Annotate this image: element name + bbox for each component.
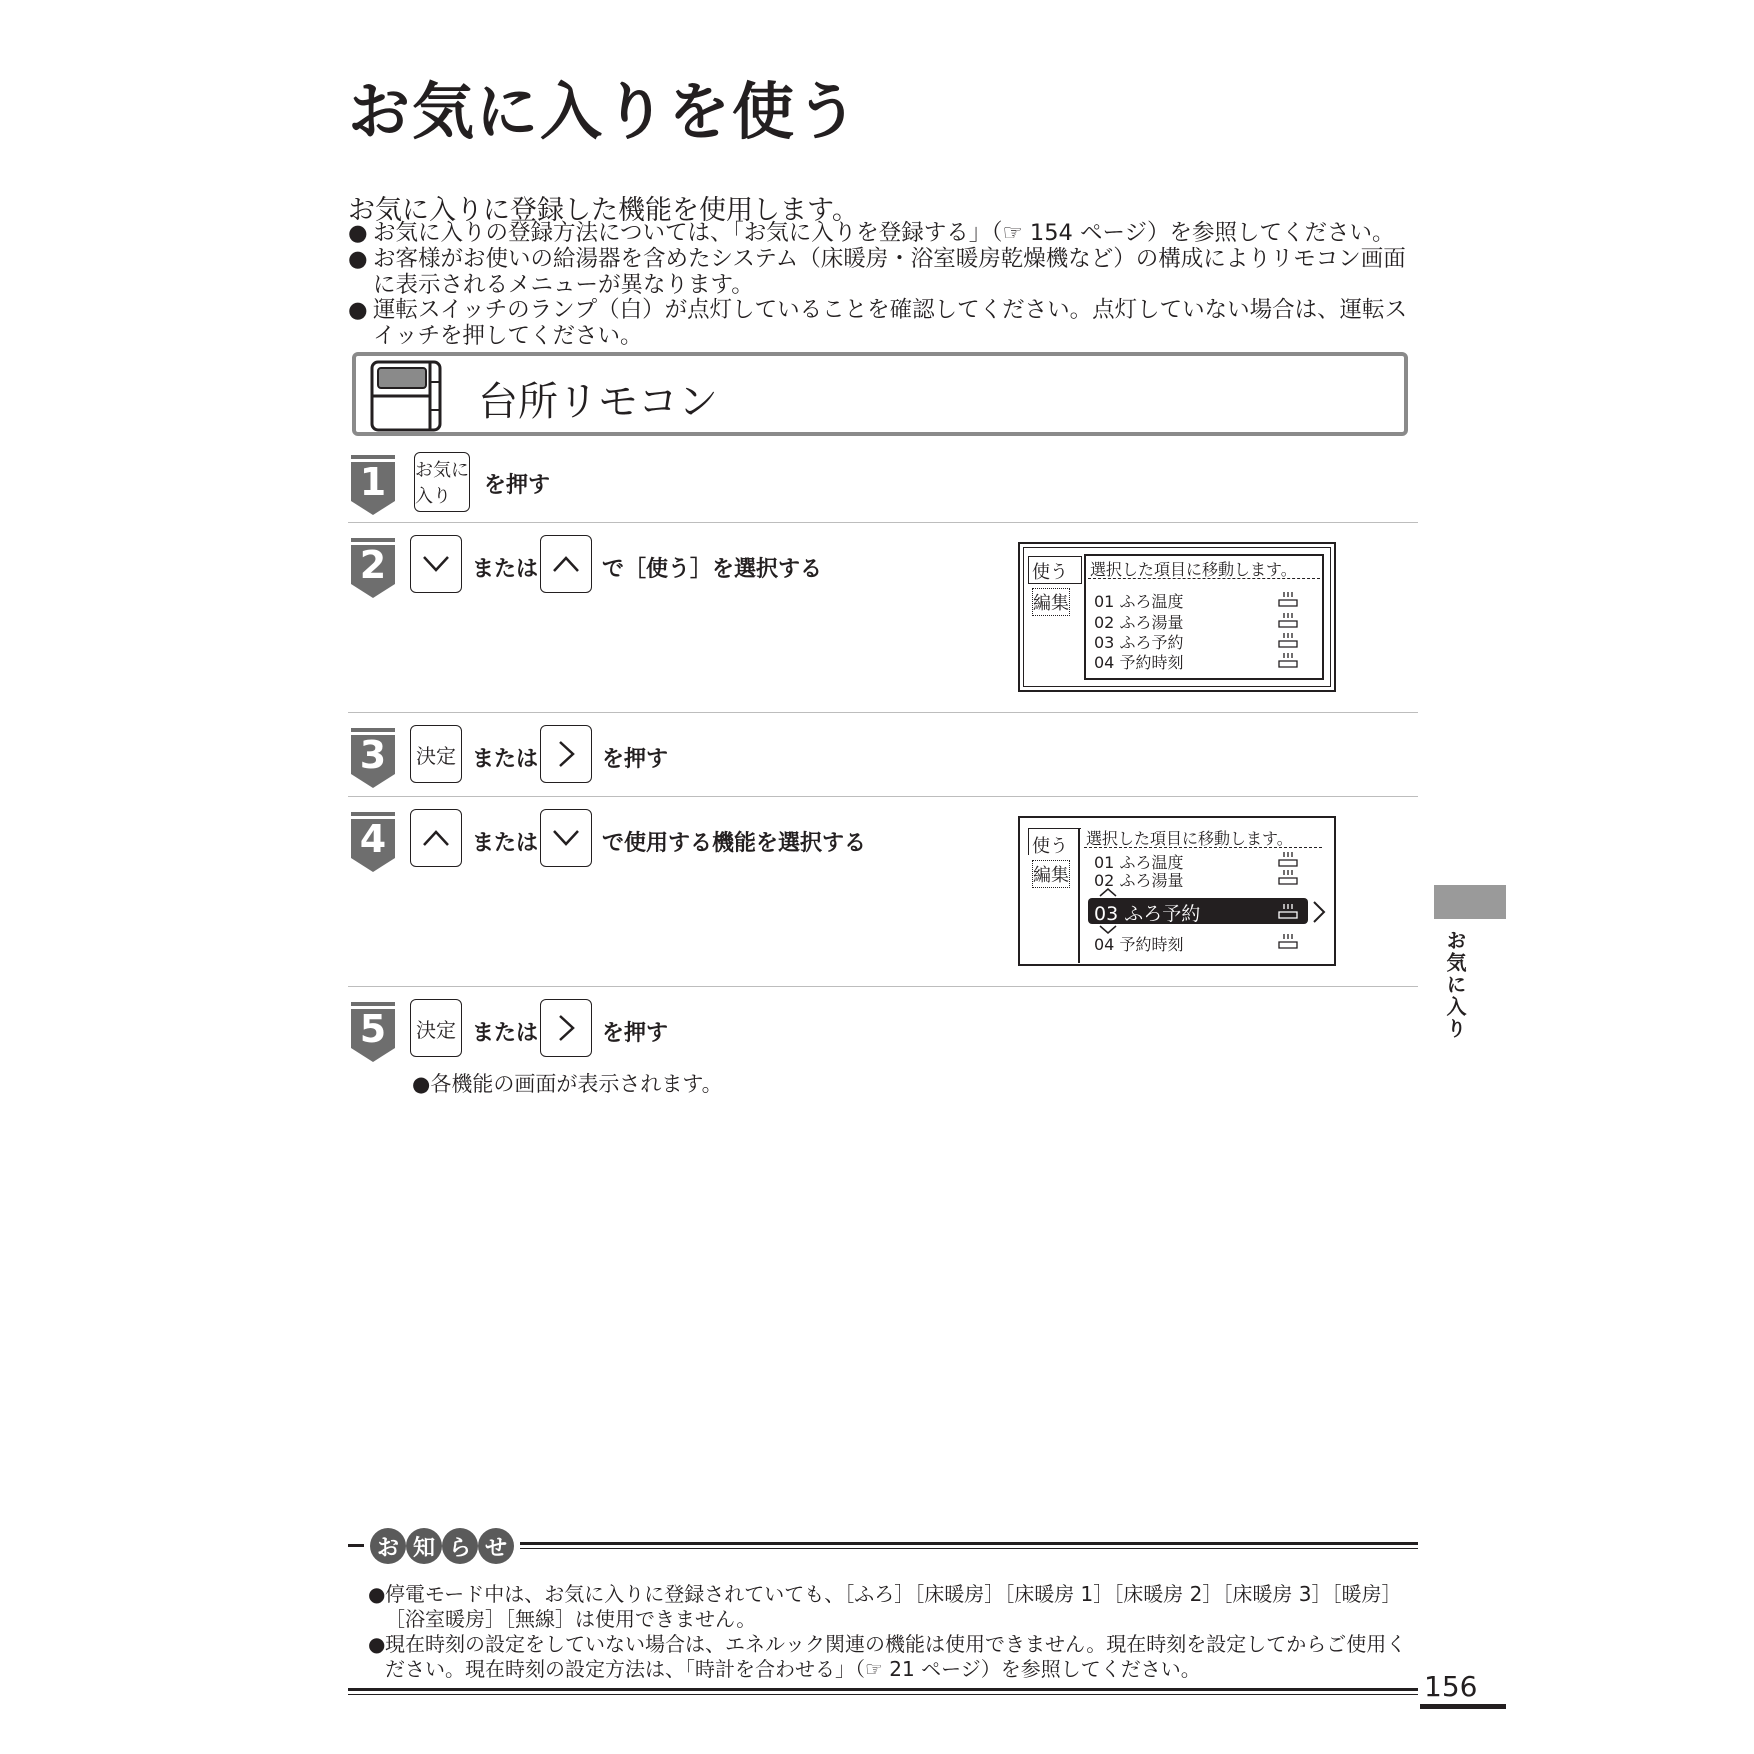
bullet-item [348, 220, 1418, 246]
chevron-up-icon [421, 828, 451, 848]
lcd-item: 02 ふろ湯量 [1094, 871, 1184, 890]
page-title: お気に入りを使う [348, 75, 861, 148]
bullet-mark: ● [348, 246, 368, 272]
chevron-down-icon [551, 828, 581, 848]
notice-text: 現在時刻の設定をしていない場合は、エネルック関連の機能は使用できません。現在時刻を設定してからご使用ください。現在時刻の設定方法は、「時計を合わせる」（☞ 21 ページ）を参照してください。 [385, 1632, 1407, 1681]
divider [348, 712, 1418, 713]
bullet-text: お気に入りの登録方法については、「お気に入りを登録する」（☞ 154 ページ）を参照してください。 [373, 220, 1395, 246]
bullet-text: 運転スイッチのランプ（白）が点灯していることを確認してください。点灯していない場合は、運転スイッチを押してください。 [373, 297, 1408, 349]
step-badge [350, 1002, 396, 1064]
bullet-item [348, 297, 1418, 349]
notice-rule-left [348, 1544, 364, 1547]
kitchen-remote-icon [370, 360, 442, 432]
step-5 [350, 1002, 396, 1068]
step-1 [350, 455, 396, 521]
up-button[interactable] [540, 535, 592, 593]
chevron-right-icon [1312, 900, 1326, 924]
step-badge [350, 728, 396, 790]
or-label: または [472, 747, 539, 772]
notice-item [368, 1582, 1408, 1632]
lcd-item: 04 予約時刻 [1094, 653, 1184, 672]
notice-char: せ [478, 1528, 514, 1564]
lcd-item: 01 ふろ温度 [1094, 592, 1184, 611]
chevron-up-icon [1098, 886, 1118, 898]
or-label: または [472, 557, 539, 582]
up-button[interactable] [410, 809, 462, 867]
lcd-item-selected: 03 ふろ予約 [1094, 903, 1201, 925]
chevron-down-icon [1098, 924, 1118, 936]
side-tab-marker [1434, 885, 1506, 919]
lcd-tab-use-label: 使う [1032, 562, 1068, 583]
bath-icon-column [1276, 848, 1300, 952]
down-button[interactable] [410, 535, 462, 593]
bullet-item [348, 246, 1418, 298]
svg-text:3: 3 [359, 733, 387, 777]
step-badge [350, 538, 396, 600]
bullet-text: お客様がお使いの給湯器を含めたシステム（床暖房・浴室暖房乾燥機など）の構成によりリモコン画面に表示されるメニューが異なります。 [373, 246, 1406, 298]
right-button[interactable] [540, 999, 592, 1057]
side-label: お気に入り [1443, 930, 1467, 1040]
footer-rule-thin [348, 1694, 1418, 1695]
step-4 [350, 812, 396, 878]
bullet-mark: ● [368, 1632, 386, 1656]
right-button[interactable] [540, 725, 592, 783]
or-label: または [472, 1021, 539, 1046]
lcd-screen-2 [1018, 816, 1336, 966]
lcd-item: 01 ふろ温度 [1094, 853, 1184, 872]
step-5-note: ●各機能の画面が表示されます。 [412, 1072, 723, 1096]
page-number: 156 [1424, 1670, 1478, 1703]
divider [348, 522, 1418, 523]
divider [348, 796, 1418, 797]
notice-char: お [370, 1528, 406, 1564]
page-number-underline [1420, 1704, 1506, 1709]
lcd-item: 03 ふろ予約 [1094, 633, 1184, 652]
lcd-screen-1 [1018, 542, 1336, 692]
bullet-mark: ● [348, 297, 368, 323]
step-badge [350, 812, 396, 874]
lcd-tab-edit-label: 編集 [1032, 588, 1070, 616]
svg-text:4: 4 [359, 817, 387, 861]
notice-rule-thin [520, 1548, 1418, 1549]
favorite-button[interactable]: お気に入り [414, 452, 470, 512]
lcd-item: 02 ふろ湯量 [1094, 613, 1184, 632]
chevron-right-icon [556, 1013, 576, 1043]
step-4-text: で使用する機能を選択する [602, 831, 867, 856]
step-2 [350, 538, 396, 604]
chevron-right-icon [556, 739, 576, 769]
notice-text: 停電モード中は、お気に入りに登録されていても、［ふろ］［床暖房］［床暖房 1］［床暖房 2］［床暖房 3］［暖房］［浴室暖房］［無線］は使用できません。 [385, 1582, 1402, 1631]
lcd-item: 04 予約時刻 [1094, 935, 1184, 954]
bullet-mark: ● [368, 1582, 386, 1606]
section-title: 台所リモコン [478, 379, 718, 425]
step-1-text: を押す [484, 473, 551, 498]
down-button[interactable] [540, 809, 592, 867]
lcd-header: 選択した項目に移動します。 [1086, 829, 1293, 848]
lcd-tab-edit-label: 編集 [1032, 860, 1070, 888]
svg-text:5: 5 [359, 1007, 387, 1051]
footer-rule [348, 1688, 1418, 1691]
chevron-down-icon [421, 554, 451, 574]
chevron-up-icon [551, 554, 581, 574]
bath-icon-column [1276, 588, 1300, 672]
notice-char: 知 [406, 1528, 442, 1564]
step-5-text: を押す [602, 1021, 669, 1046]
step-3-text: を押す [602, 747, 669, 772]
notice-rule [520, 1542, 1418, 1545]
svg-text:2: 2 [359, 543, 387, 587]
intro-text: お気に入りに登録した機能を使用します。 [348, 195, 859, 226]
bullet-mark: ● [348, 220, 368, 246]
step-badge [350, 455, 396, 517]
lcd-header: 選択した項目に移動します。 [1090, 560, 1297, 579]
notice-char: ら [442, 1528, 478, 1564]
divider [348, 986, 1418, 987]
svg-text:1: 1 [359, 460, 387, 504]
notice-item [368, 1632, 1408, 1682]
step-3 [350, 728, 396, 794]
step-2-text: で［使う］を選択する [602, 557, 823, 582]
lcd-tab-use-label: 使う [1032, 836, 1068, 857]
or-label: または [472, 831, 539, 856]
enter-button[interactable]: 決定 [410, 999, 462, 1057]
enter-button[interactable]: 決定 [410, 725, 462, 783]
